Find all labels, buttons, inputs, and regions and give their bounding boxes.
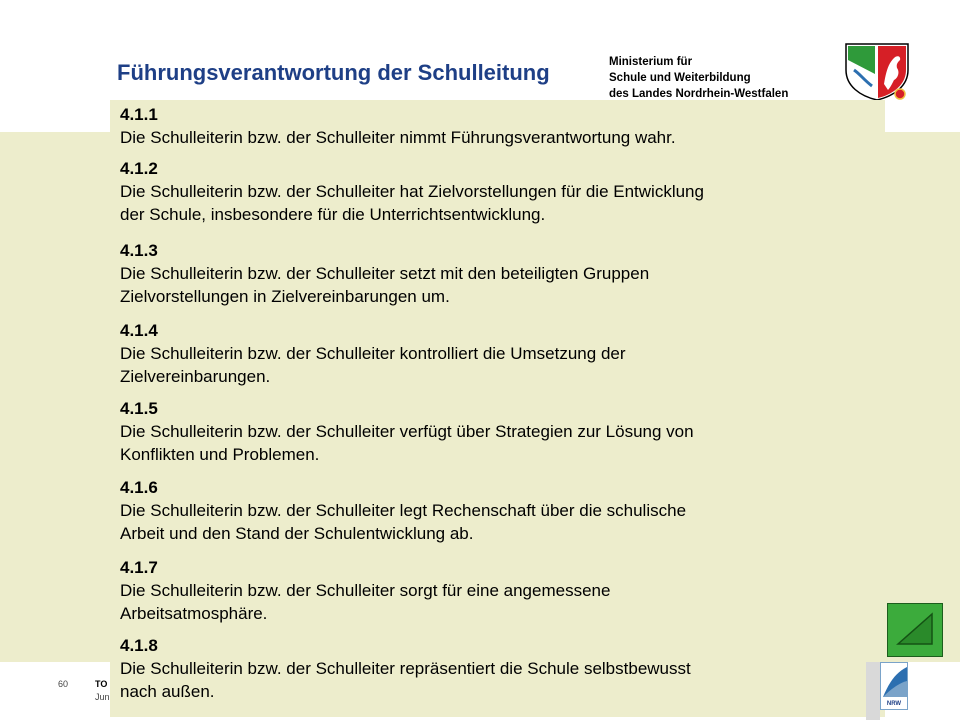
criterion-text-line: Die Schulleiterin bzw. der Schulleiter sorgt für eine angemessene xyxy=(120,581,611,600)
nrw-logo xyxy=(880,662,908,710)
criterion-number: 4.1.3 xyxy=(120,241,158,260)
criterion-number: 4.1.1 xyxy=(120,105,158,124)
criterion-number: 4.1.7 xyxy=(120,558,158,577)
criterion-number: 4.1.2 xyxy=(120,159,158,178)
nrw-coat-of-arms-icon xyxy=(842,40,912,102)
nrw-wave-icon xyxy=(881,663,908,703)
criterion-text-line: Die Schulleiterin bzw. der Schulleiter repräsentiert die Schule selbstbewusst xyxy=(120,659,691,678)
criterion-item xyxy=(120,477,880,545)
criterion-text-line: der Schule, insbesondere für die Unterrichtsentwicklung. xyxy=(120,205,546,224)
criterion-number: 4.1.4 xyxy=(120,321,158,340)
criterion-text-line: Konflikten und Problemen. xyxy=(120,445,320,464)
ministry-line-3: des Landes Nordrhein-Westfalen xyxy=(609,88,789,100)
decorative-bar xyxy=(866,662,880,720)
criterion-text-line: Die Schulleiterin bzw. der Schulleiter nimmt Führungsverantwortung wahr. xyxy=(120,128,676,147)
triangle-next-icon xyxy=(888,604,944,658)
ministry-label xyxy=(609,54,788,102)
criterion-text-line: Arbeitsatmosphäre. xyxy=(120,604,268,623)
slide-number: 60 xyxy=(58,679,69,689)
criterion-text-line: Zielvorstellungen in Zielvereinbarungen um. xyxy=(120,287,450,306)
next-slide-button[interactable] xyxy=(887,603,943,657)
criterion-item xyxy=(120,398,880,466)
ministry-line-1: Ministerium für xyxy=(609,56,693,68)
ministry-line-2: Schule und Weiterbildung xyxy=(609,72,751,84)
nrw-logo-label: NRW xyxy=(886,701,902,707)
criterion-text-line: Die Schulleiterin bzw. der Schulleiter hat Zielvorstellungen für die Entwicklung xyxy=(120,182,704,201)
criterion-text-line: Die Schulleiterin bzw. der Schulleiter setzt mit den beteiligten Gruppen xyxy=(120,264,650,283)
criterion-number: 4.1.8 xyxy=(120,636,158,655)
criterion-item xyxy=(120,320,880,388)
criterion-text-line: Zielvereinbarungen. xyxy=(120,367,271,386)
criterion-number: 4.1.5 xyxy=(120,399,158,418)
criterion-text-line: nach außen. xyxy=(120,682,215,701)
criterion-item xyxy=(120,240,880,308)
criterion-text-line: Die Schulleiterin bzw. der Schulleiter verfügt über Strategien zur Lösung von xyxy=(120,422,694,441)
footer-date: Jun xyxy=(95,692,110,702)
criterion-item xyxy=(120,158,880,226)
criterion-text-line: Die Schulleiterin bzw. der Schulleiter legt Rechenschaft über die schulische xyxy=(120,501,687,520)
criterion-item xyxy=(120,104,880,149)
footer-text: TO xyxy=(95,679,108,689)
criterion-item xyxy=(120,557,880,625)
criteria-panel xyxy=(110,100,885,717)
criterion-text-line: Arbeit und den Stand der Schulentwicklung ab. xyxy=(120,524,474,543)
criterion-item xyxy=(120,635,880,703)
page-title: Führungsverantwortung der Schulleitung xyxy=(117,60,550,85)
criterion-text-line: Die Schulleiterin bzw. der Schulleiter kontrolliert die Umsetzung der xyxy=(120,344,626,363)
criterion-number: 4.1.6 xyxy=(120,478,158,497)
